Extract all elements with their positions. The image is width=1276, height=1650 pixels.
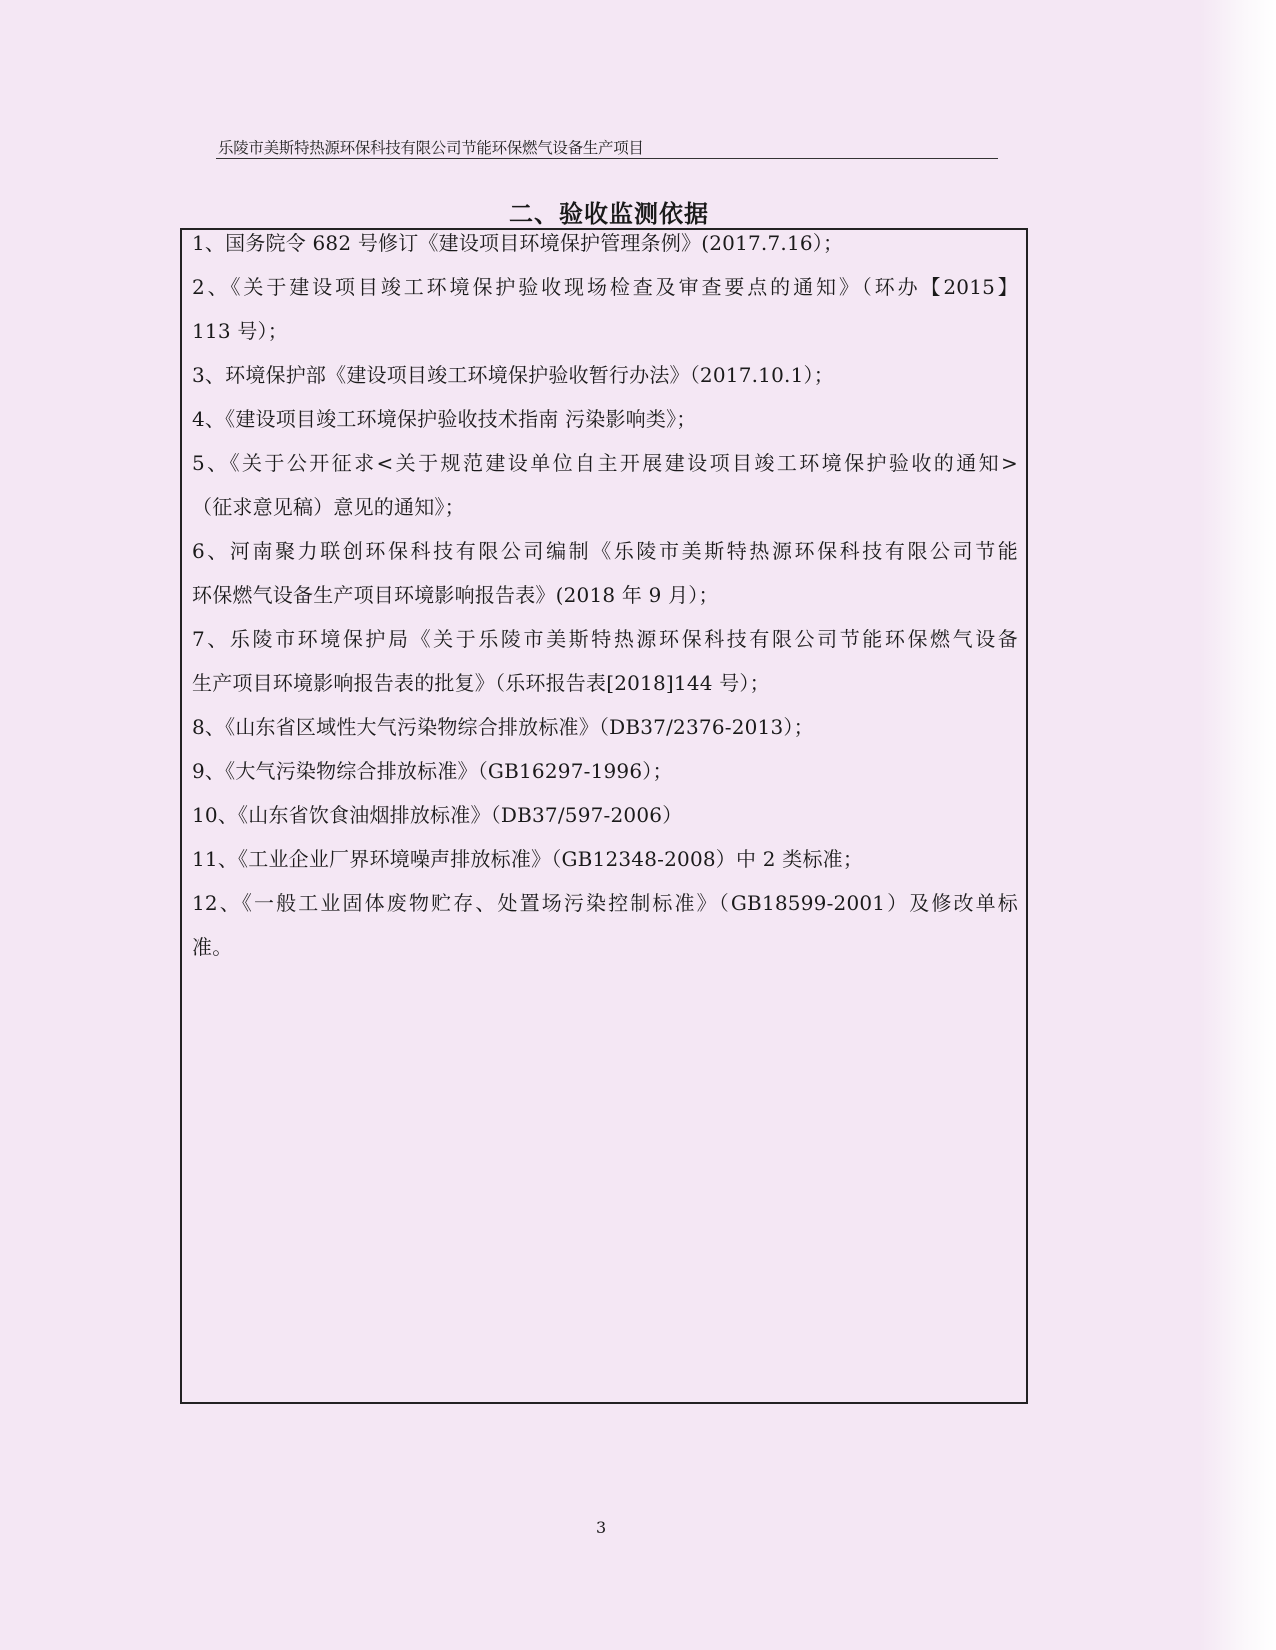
list-item-line: 113 号）； bbox=[192, 319, 288, 343]
list-item-line: 11、《工业企业厂界环境噪声排放标准》（GB12348-2008）中 2 类标准； bbox=[192, 847, 864, 871]
list-item-line: 5、《关于公开征求<关于规范建设单位自主开展建设项目竣工环境保护验收的通知> bbox=[192, 451, 1018, 475]
list-item-line: 1、国务院令 682 号修订《建设项目环境保护管理条例》(2017.7.16）； bbox=[192, 231, 844, 255]
list-item-line: 10、《山东省饮食油烟排放标准》（DB37/597-2006） bbox=[192, 803, 683, 827]
list-item-line: 12、《一般工业固体废物贮存、处置场污染控制标准》（GB18599-2001）及修改单标 bbox=[192, 891, 1018, 915]
section-title: 二、验收监测依据 bbox=[509, 199, 709, 228]
list-item-line: 9、《大气污染物综合排放标准》（GB16297-1996）； bbox=[192, 759, 673, 783]
list-item-line: 3、环境保护部《建设项目竣工环境保护验收暂行办法》（2017.10.1）； bbox=[192, 363, 834, 387]
list-item bbox=[192, 844, 1018, 888]
list-item bbox=[192, 536, 1018, 624]
list-item-line: 7、乐陵市环境保护局《关于乐陵市美斯特热源环保科技有限公司节能环保燃气设备 bbox=[192, 627, 1018, 651]
list-item-line: 生产项目环境影响报告表的批复》（乐环报告表[2018]144 号）； bbox=[192, 671, 770, 695]
list-item-line: 6、河南聚力联创环保科技有限公司编制《乐陵市美斯特热源环保科技有限公司节能 bbox=[192, 539, 1018, 563]
list-item bbox=[192, 228, 1018, 272]
list-item bbox=[192, 360, 1018, 404]
list-item-line: 准。 bbox=[192, 935, 233, 959]
list-item-line: （征求意见稿）意见的通知》； bbox=[192, 495, 465, 519]
list-item bbox=[192, 888, 1018, 976]
page-number: 3 bbox=[596, 1518, 607, 1537]
basis-list bbox=[192, 228, 1018, 976]
list-item bbox=[192, 712, 1018, 756]
list-item bbox=[192, 624, 1018, 712]
list-item-line: 8、《山东省区域性大气污染物综合排放标准》（DB37/2376-2013）； bbox=[192, 715, 814, 739]
list-item-line: 4、《建设项目竣工环境保护验收技术指南 污染影响类》； bbox=[192, 407, 697, 431]
list-item bbox=[192, 448, 1018, 536]
list-item-line: 环保燃气设备生产项目环境影响报告表》(2018 年 9 月）； bbox=[192, 583, 719, 607]
list-item bbox=[192, 404, 1018, 448]
list-item bbox=[192, 756, 1018, 800]
list-item bbox=[192, 800, 1018, 844]
header-divider bbox=[216, 158, 998, 159]
list-item-line: 2、《关于建设项目竣工环境保护验收现场检查及审查要点的通知》（环办【2015】 bbox=[192, 275, 1018, 299]
scan-edge bbox=[1200, 0, 1276, 1650]
running-header: 乐陵市美斯特热源环保科技有限公司节能环保燃气设备生产项目 bbox=[218, 139, 644, 157]
list-item bbox=[192, 272, 1018, 360]
